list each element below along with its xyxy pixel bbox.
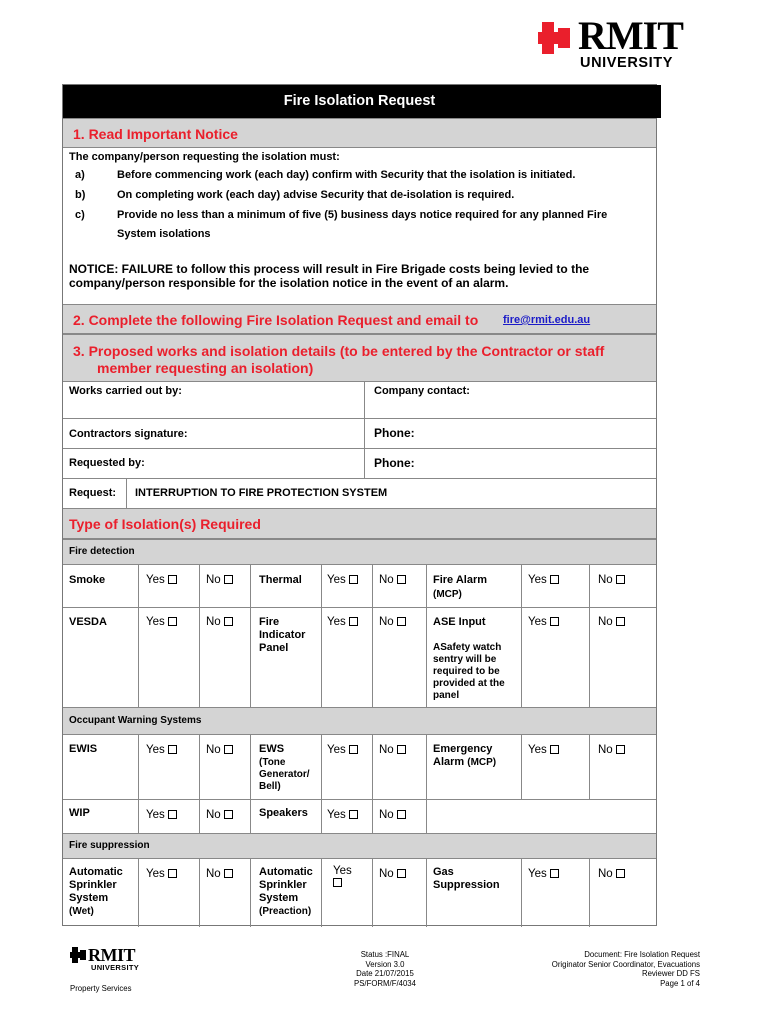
fire-alarm-no[interactable]: No: [598, 574, 625, 586]
fire-suppression-group: [63, 833, 656, 859]
speakers-yes[interactable]: Yes: [327, 809, 358, 821]
isolation-types-heading: Type of Isolation(s) Required: [69, 516, 261, 532]
fire-indicator-panel-no-checkbox[interactable]: [397, 617, 406, 626]
rmit-pixel-logo-icon: [538, 22, 578, 54]
gas-suppression-no-checkbox[interactable]: [616, 869, 625, 878]
fire-alarm-label: Fire Alarm: [433, 574, 488, 586]
footer-document-block: [500, 950, 700, 988]
notice-item-b: On completing work (each day) advise Security that de-isolation is required.: [117, 189, 515, 201]
section-3-heading-line-1: 3. Proposed works and isolation details (to be entered by the Contractor or staff: [73, 343, 605, 359]
vesda-yes[interactable]: Yes: [146, 616, 177, 628]
ewis-yes-checkbox[interactable]: [168, 745, 177, 754]
contractor-signature-label: Contractors signature:: [69, 428, 188, 440]
fire-indicator-panel-yes[interactable]: Yes: [327, 616, 358, 628]
sprinkler-preaction-yes[interactable]: Yes: [333, 865, 352, 889]
occupant-warning-group: [63, 707, 656, 735]
ewis-yes[interactable]: Yes: [146, 744, 177, 756]
emergency-alarm-yes-checkbox[interactable]: [550, 745, 559, 754]
logo-wordmark: RMIT: [578, 13, 683, 58]
wip-yes[interactable]: Yes: [146, 809, 177, 821]
sprinkler-preaction-label: Automatic Sprinkler System (Preaction): [259, 866, 313, 917]
smoke-yes[interactable]: Yes: [146, 574, 177, 586]
fire-alarm-sub: (MCP): [433, 589, 462, 600]
notice-item-a: Before commencing work (each day) confirm with Security that the isolation is initiated.: [117, 169, 576, 181]
smoke-no-checkbox[interactable]: [224, 575, 233, 584]
failure-notice-line-2: company/person responsible for the isolation notice in the event of an alarm.: [69, 276, 509, 290]
footer-originator: Originator Senior Coordinator, Evacuations: [551, 959, 700, 969]
footer-logo-subtitle: UNIVERSITY: [91, 963, 140, 972]
wip-no[interactable]: No: [206, 809, 233, 821]
isolation-types-header: [63, 508, 656, 539]
ase-input-label: ASE Input: [433, 616, 486, 628]
ews-label: EWS: [259, 743, 285, 755]
notice-item-c-continued: System isolations: [117, 228, 211, 240]
company-contact-label: Company contact:: [374, 385, 470, 397]
sprinkler-preaction-no[interactable]: No: [379, 868, 406, 880]
sprinkler-wet-no[interactable]: No: [206, 868, 233, 880]
rmit-logo: [538, 13, 698, 74]
fire-indicator-panel-label: Fire Indicator Panel: [259, 616, 306, 654]
thermal-yes[interactable]: Yes: [327, 574, 358, 586]
form-title: Fire Isolation Request: [63, 85, 656, 118]
fire-alarm-yes-checkbox[interactable]: [550, 575, 559, 584]
failure-notice-line-1: NOTICE: FAILURE to follow this process will result in Fire Brigade costs being levied to the: [69, 262, 590, 276]
thermal-yes-checkbox[interactable]: [349, 575, 358, 584]
vesda-yes-checkbox[interactable]: [168, 617, 177, 626]
smoke-yes-checkbox[interactable]: [168, 575, 177, 584]
fire-alarm-no-checkbox[interactable]: [616, 575, 625, 584]
sprinkler-preaction-yes-checkbox[interactable]: [333, 878, 342, 887]
ewis-no[interactable]: No: [206, 744, 233, 756]
ewis-label: EWIS: [69, 743, 98, 755]
vesda-label: VESDA: [69, 616, 107, 628]
vesda-no[interactable]: No: [206, 616, 233, 628]
vesda-no-checkbox[interactable]: [224, 617, 233, 626]
notice-item-c-letter: c): [75, 209, 85, 221]
wip-yes-checkbox[interactable]: [168, 810, 177, 819]
fire-indicator-panel-no[interactable]: No: [379, 616, 406, 628]
footer-form-number: PS/FORM/F/4034: [354, 978, 416, 988]
footer-logo: [70, 945, 150, 975]
wip-no-checkbox[interactable]: [224, 810, 233, 819]
requested-by-label: Requested by:: [69, 457, 145, 469]
gas-suppression-label: Gas Suppression: [433, 866, 500, 891]
notice-intro: The company/person requesting the isolation must:: [69, 151, 340, 163]
notice-item-c: Provide no less than a minimum of five (5) business days notice required for any planned Fire: [117, 209, 608, 221]
wip-label: WIP: [69, 807, 90, 819]
sprinkler-wet-yes[interactable]: Yes: [146, 868, 177, 880]
footer-page: Page 1 of 4: [660, 978, 700, 988]
footer-date: Date 21/07/2015: [356, 969, 414, 978]
footer-department: Property Services: [70, 984, 132, 993]
phone-label-1: Phone:: [374, 426, 415, 440]
ews-yes-checkbox[interactable]: [349, 745, 358, 754]
footer-rmit-pixel-icon: [70, 947, 88, 963]
emergency-alarm-no-checkbox[interactable]: [616, 745, 625, 754]
sprinkler-wet-no-checkbox[interactable]: [224, 869, 233, 878]
ase-input-yes-checkbox[interactable]: [550, 617, 559, 626]
emergency-alarm-yes[interactable]: Yes: [528, 744, 559, 756]
works-carried-out-by-label: Works carried out by:: [69, 385, 182, 397]
notice-item-b-letter: b): [75, 189, 86, 201]
fire-alarm-yes[interactable]: Yes: [528, 574, 559, 586]
ewis-no-checkbox[interactable]: [224, 745, 233, 754]
section-2-header: [63, 304, 656, 334]
footer-status: Status :FINAL: [360, 950, 410, 959]
sprinkler-preaction-no-checkbox[interactable]: [397, 869, 406, 878]
section-1-heading: 1. Read Important Notice: [73, 126, 238, 142]
thermal-no[interactable]: No: [379, 574, 406, 586]
ews-no-checkbox[interactable]: [397, 745, 406, 754]
sprinkler-wet-yes-checkbox[interactable]: [168, 869, 177, 878]
ase-input-no-checkbox[interactable]: [616, 617, 625, 626]
fire-indicator-panel-yes-checkbox[interactable]: [349, 617, 358, 626]
request-label: Request:: [69, 487, 117, 499]
footer-document: Document: Fire Isolation Request: [584, 950, 700, 959]
emergency-alarm-label: Emergency Alarm (MCP): [433, 743, 497, 768]
ews-note: (Tone Generator/ Bell): [259, 757, 310, 792]
ase-note: ASafety watch sentry will be required to be provided at the panel: [433, 642, 505, 701]
fire-detection-label: Fire detection: [69, 546, 135, 557]
speakers-label: Speakers: [259, 807, 308, 819]
fire-isolation-form: [62, 84, 657, 926]
speakers-no[interactable]: No: [379, 809, 406, 821]
ase-input-yes[interactable]: Yes: [528, 616, 559, 628]
fire-detection-group: [63, 539, 656, 565]
occupant-warning-label: Occupant Warning Systems: [69, 715, 202, 726]
ews-no[interactable]: No: [379, 744, 406, 756]
request-value: INTERRUPTION TO FIRE PROTECTION SYSTEM: [135, 487, 388, 499]
logo-subtitle: UNIVERSITY: [580, 55, 674, 71]
ase-input-no[interactable]: No: [598, 616, 625, 628]
gas-suppression-yes[interactable]: Yes: [528, 868, 559, 880]
ews-yes[interactable]: Yes: [327, 744, 358, 756]
thermal-label: Thermal: [259, 574, 302, 586]
section-1-header: [63, 118, 656, 148]
section-3-header: [63, 334, 656, 382]
footer-logo-wordmark: RMIT: [88, 945, 135, 965]
section-2-heading: 2. Complete the following Fire Isolation Request and email to: [73, 312, 479, 328]
smoke-label: Smoke: [69, 574, 106, 586]
footer-version: Version 3.0: [365, 959, 405, 969]
notice-item-a-letter: a): [75, 169, 85, 181]
emergency-alarm-no[interactable]: No: [598, 744, 625, 756]
footer-reviewer: Reviewer DD FS: [641, 969, 700, 978]
fire-suppression-label: Fire suppression: [69, 840, 150, 851]
speakers-yes-checkbox[interactable]: [349, 810, 358, 819]
smoke-no[interactable]: No: [206, 574, 233, 586]
fire-email-link[interactable]: fire@rmit.edu.au: [503, 314, 591, 326]
section-3-heading-line-2: member requesting an isolation): [97, 360, 314, 376]
gas-suppression-yes-checkbox[interactable]: [550, 869, 559, 878]
gas-suppression-no[interactable]: No: [598, 868, 625, 880]
speakers-no-checkbox[interactable]: [397, 810, 406, 819]
sprinkler-wet-label: Automatic Sprinkler System (Wet): [69, 866, 123, 917]
footer-status-block: [330, 950, 440, 988]
thermal-no-checkbox[interactable]: [397, 575, 406, 584]
phone-label-2: Phone:: [374, 456, 415, 470]
